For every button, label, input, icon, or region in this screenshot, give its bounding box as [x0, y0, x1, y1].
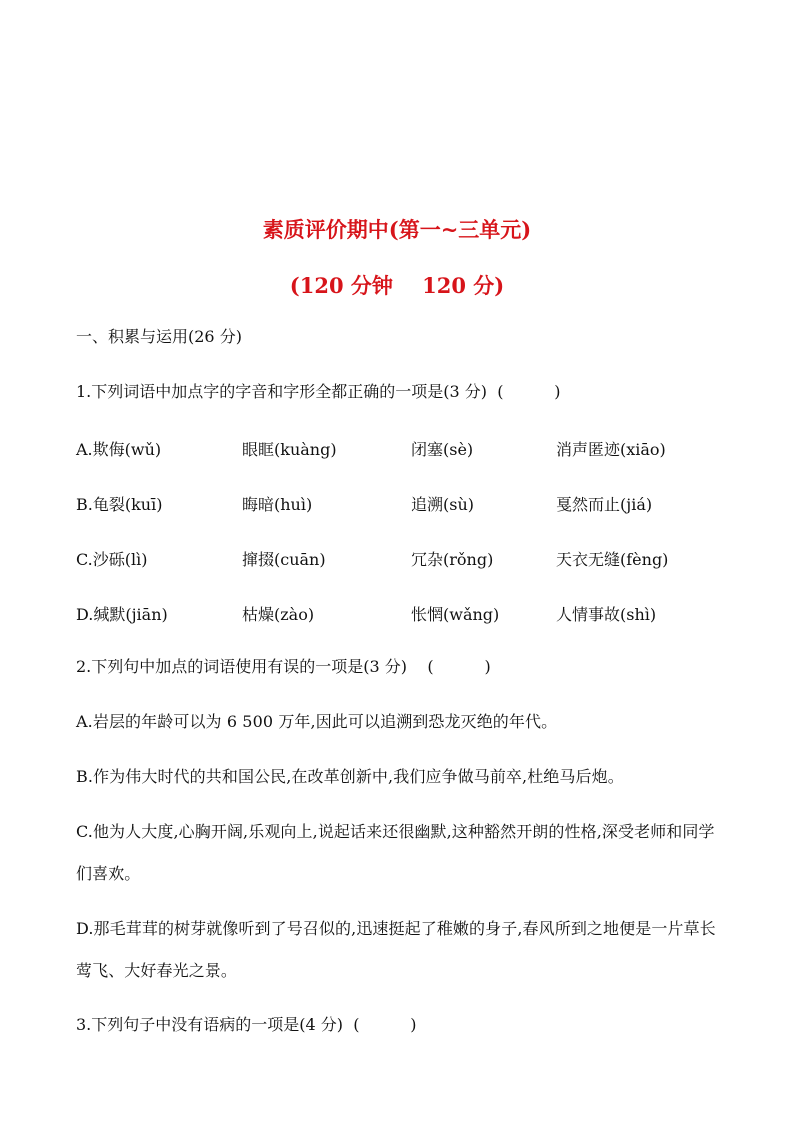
question-1-option-row-b	[0, 492, 794, 514]
option-cell: 天衣无缝(fèng)	[556, 550, 669, 569]
option-cell: 戛然而止(jiá)	[556, 495, 653, 514]
question-1-option-row-c	[0, 547, 794, 569]
question-2-option-a: A.岩层的年龄可以为 6 500 万年,因此可以追溯到恐龙灭绝的年代。	[76, 712, 558, 731]
option-cell: 枯燥(zào)	[242, 605, 315, 624]
option-cell: C.沙砾(lì)	[76, 550, 148, 569]
option-cell: B.龟裂(kuī)	[76, 495, 163, 514]
option-cell: A.欺侮(wǔ)	[76, 440, 162, 459]
option-cell: 晦暗(huì)	[242, 495, 313, 514]
option-cell: 追溯(sù)	[411, 495, 475, 514]
page-title: 素质评价期中(第一~三单元)	[262, 217, 532, 242]
option-cell: 眼眶(kuàng)	[242, 440, 337, 459]
option-cell: 撺掇(cuān)	[242, 550, 326, 569]
section-heading: 一、积累与运用(26 分)	[76, 327, 242, 346]
question-2-option-c: C.他为人大度,心胸开阔,乐观向上,说起话来还很幽默,这种豁然开朗的性格,深受老师和同学们喜欢。	[76, 822, 715, 883]
option-cell: 怅惘(wǎng)	[411, 605, 500, 624]
option-cell: 闭塞(sè)	[411, 440, 474, 459]
question-3-stem: 3.下列句子中没有语病的一项是(4 分) ( )	[76, 1015, 417, 1034]
option-cell: 消声匿迹(xiāo)	[556, 440, 666, 459]
question-2-option-b: B.作为伟大时代的共和国公民,在改革创新中,我们应争做马前卒,杜绝马后炮。	[76, 767, 624, 786]
question-1-option-row-d	[0, 602, 794, 624]
option-cell: 冗杂(rǒng)	[411, 550, 494, 569]
question-1-option-row-a	[0, 437, 794, 459]
option-cell: 人情事故(shì)	[556, 605, 657, 624]
question-2-stem: 2.下列句中加点的词语使用有误的一项是(3 分) ( )	[76, 657, 491, 676]
page-subtitle: (120 分钟 120 分)	[289, 273, 505, 298]
question-1-stem: 1.下列词语中加点字的字音和字形全都正确的一项是(3 分) ( )	[76, 382, 561, 401]
option-cell: D.缄默(jiān)	[76, 605, 168, 624]
question-2-option-d: D.那毛茸茸的树芽就像听到了号召似的,迅速挺起了稚嫩的身子,春风所到之地便是一片草长莺飞、大好春光之景。	[76, 919, 716, 980]
